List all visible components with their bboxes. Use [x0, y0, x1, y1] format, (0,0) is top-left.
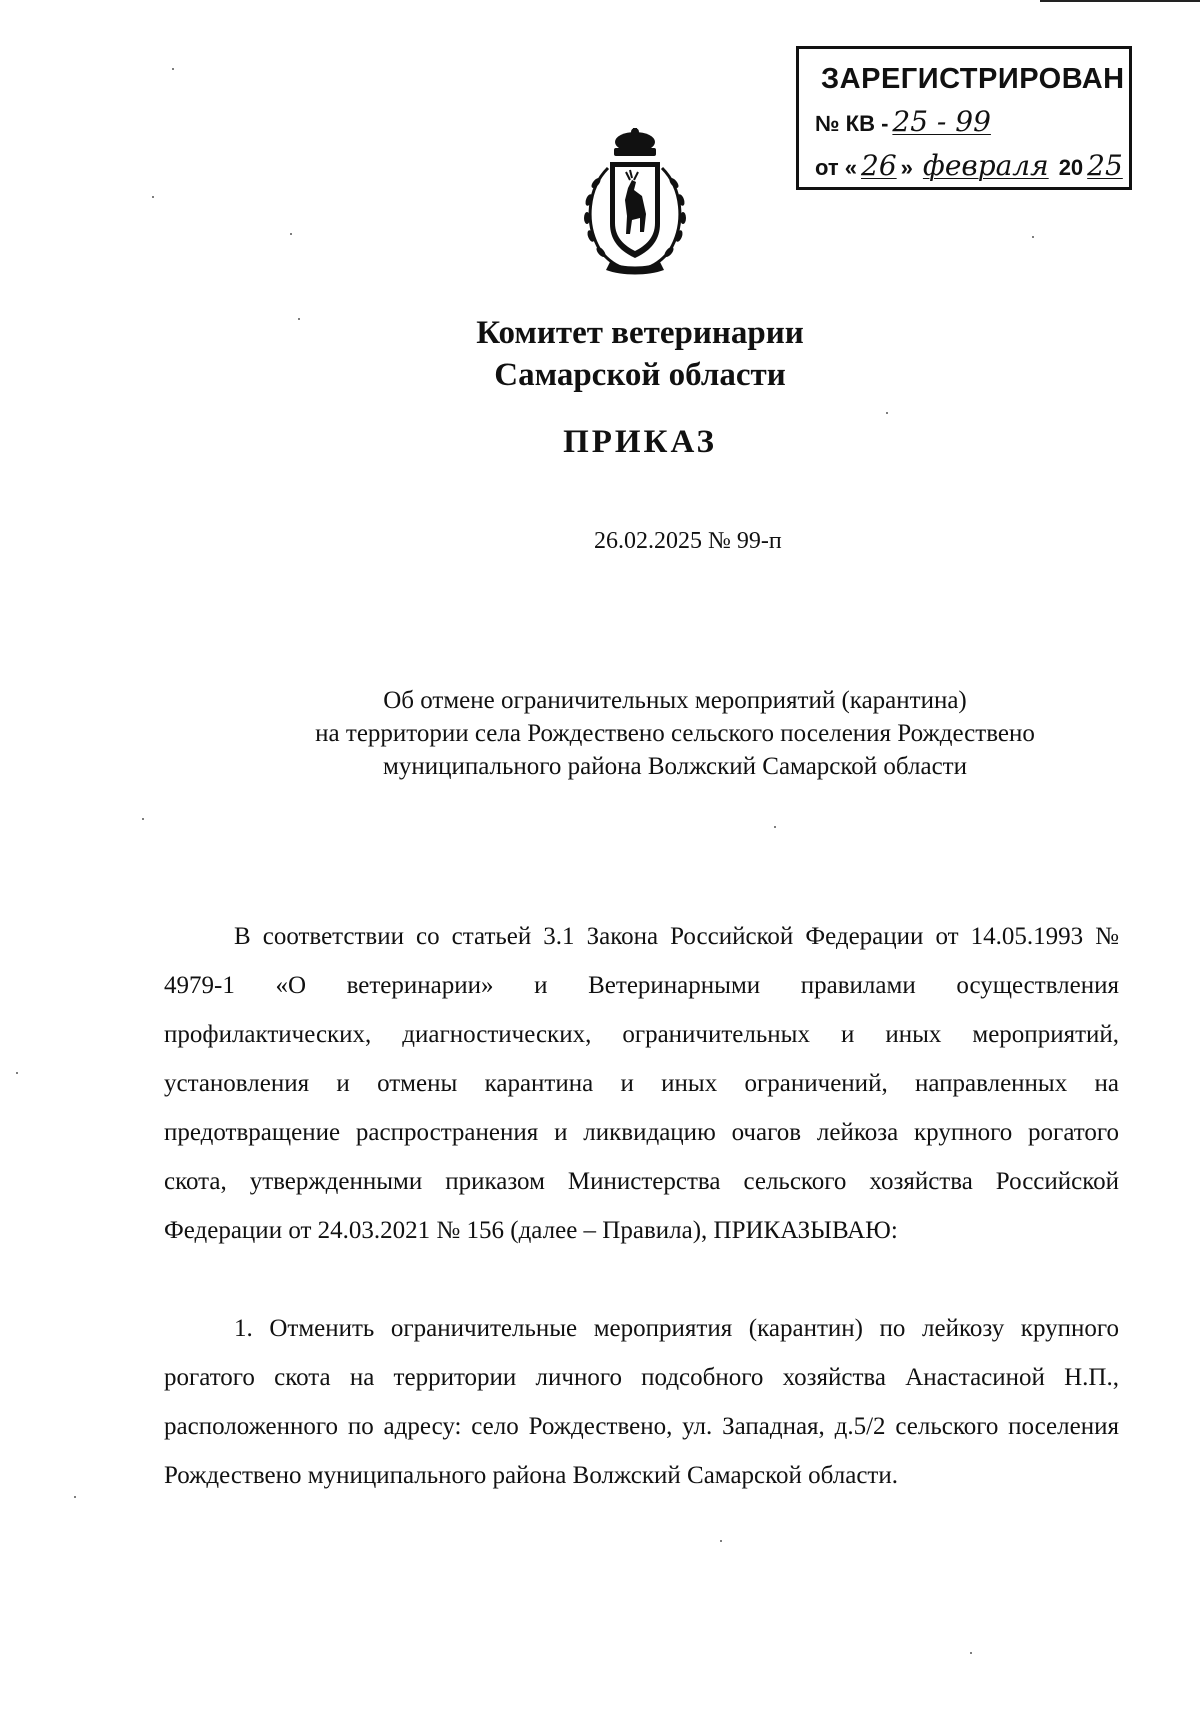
- body-paragraph-1: В соответствии со статьей 3.1 Закона Российской Федерации от 14.05.1993 № 4979-1 «О ветеринарии» и Ветеринарными правилами осуществления профилактических, диагностических, ограничительных и иных мероприятий, установления и отмены карантина и иных ограничений, направленных на предотвращение распространения и ликвидацию очагов лейкоза крупного рогатого скота, утвержденными приказом Министерства сельского хозяйства Российской Федерации от 24.03.2021 № 156 (далее – Правила), ПРИКАЗЫВАЮ:: [164, 923, 1119, 1244]
- scan-speck: [774, 826, 776, 828]
- scan-speck: [720, 1540, 722, 1542]
- scan-speck: [298, 318, 300, 320]
- stamp-year-handwritten: 25: [1087, 149, 1123, 182]
- scan-speck: [142, 818, 144, 820]
- stamp-date-sep: »: [900, 155, 913, 180]
- stamp-title: ЗАРЕГИСТРИРОВАН: [821, 63, 1125, 95]
- registration-stamp: [796, 46, 1132, 190]
- scan-speck: [16, 1072, 18, 1074]
- document-subject: [200, 684, 1150, 783]
- scan-speck: [970, 1652, 972, 1654]
- scan-speck: [74, 1496, 76, 1498]
- body-paragraph-2: 1. Отменить ограничительные мероприятия (карантин) по лейкозу крупного рогатого скота на территории личного подсобного хозяйства Анастасиной Н.П., расположенного по адресу: село Рождествено, ул. Западная, д.5/2 сельского поселения Рождествено муниципального района Волжский Самарской области.: [164, 1315, 1119, 1489]
- scan-speck: [1032, 236, 1034, 238]
- stamp-date-month: февраля: [922, 149, 1049, 182]
- stamp-number-prefix: № КВ -: [815, 111, 889, 136]
- scan-speck: [152, 196, 154, 198]
- stamp-date-prefix: от «: [815, 155, 858, 180]
- scan-speck: [886, 412, 888, 414]
- scan-edge-line: [1040, 0, 1200, 2]
- stamp-number-line: [815, 105, 995, 138]
- document-date-number: 26.02.2025 № 99-п: [594, 528, 782, 554]
- scan-speck: [290, 233, 292, 235]
- stamp-date-line: [815, 149, 1127, 182]
- subject-line3: муниципального района Волжский Самарской области: [383, 753, 967, 780]
- stamp-year-prefix: 20: [1058, 155, 1084, 180]
- samara-coat-of-arms-icon: [570, 128, 700, 276]
- subject-line1: Об отмене ограничительных мероприятий (карантина): [383, 687, 967, 714]
- document-type: ПРИКАЗ: [563, 424, 717, 460]
- scan-speck: [172, 68, 174, 70]
- stamp-date-day: 26: [861, 149, 897, 182]
- subject-line2: на территории села Рождествено сельского поселения Рождествено: [315, 720, 1035, 747]
- stamp-number-handwritten: 25 - 99: [892, 105, 991, 138]
- org-name-line2: Самарской области: [494, 357, 786, 393]
- org-name-line1: Комитет ветеринарии: [476, 315, 804, 351]
